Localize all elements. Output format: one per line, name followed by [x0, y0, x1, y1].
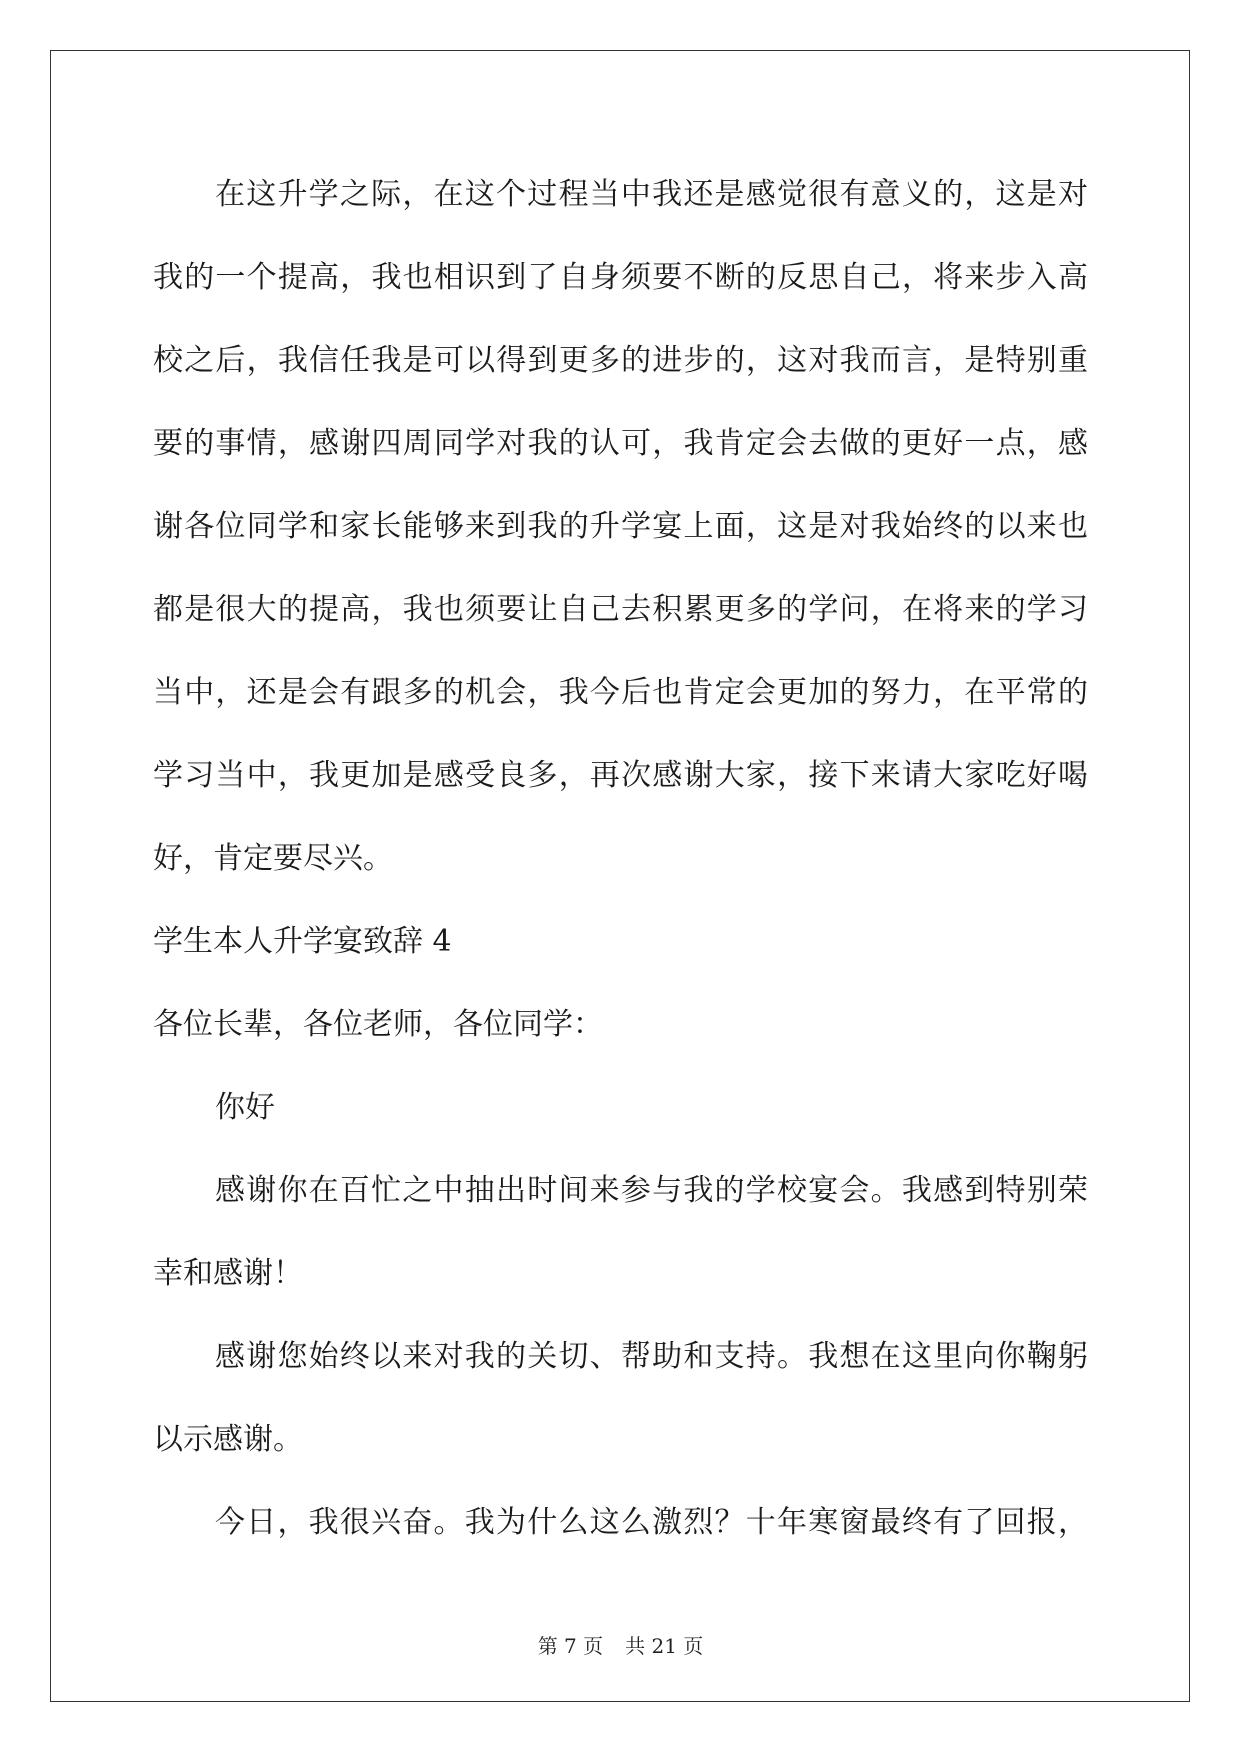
text-line: 谢各位同学和家长能够来到我的升学宴上面，这是对我始终的以来也	[153, 509, 1088, 544]
text-line: 学习当中，我更加是感受良多，再次感谢大家，接下来请大家吃好喝	[153, 758, 1088, 793]
text-line: 你好	[215, 1090, 275, 1125]
text-line: 在这升学之际，在这个过程当中我还是感觉很有意义的，这是对	[215, 177, 1088, 212]
text-line: 当中，还是会有跟多的机会，我今后也肯定会更加的努力，在平常的	[153, 675, 1088, 710]
text-line: 今日，我很兴奋。我为什么这么激烈？十年寒窗最终有了回报，	[215, 1505, 1088, 1540]
page-total: 共 21 页	[625, 1634, 704, 1658]
text-line: 都是很大的提高，我也须要让自己去积累更多的学问，在将来的学习	[153, 592, 1088, 627]
text-line: 感谢你在百忙之中抽出时间来参与我的学校宴会。我感到特别荣	[215, 1173, 1088, 1208]
text-line: 各位长辈，各位老师，各位同学：	[153, 1007, 603, 1042]
text-line: 幸和感谢！	[153, 1256, 303, 1291]
text-line: 我的一个提高，我也相识到了自身须要不断的反思自己，将来步入高	[153, 260, 1088, 295]
page-number: 第 7 页	[537, 1634, 604, 1658]
text-line: 感谢您始终以来对我的关切、帮助和支持。我想在这里向你鞠躬	[215, 1339, 1088, 1374]
document-body	[153, 153, 1088, 1564]
text-line: 好，肯定要尽兴。	[153, 841, 393, 876]
text-line: 校之后，我信任我是可以得到更多的进步的，这对我而言，是特别重	[153, 343, 1088, 378]
page-footer	[0, 1630, 1241, 1659]
text-line: 要的事情，感谢四周同学对我的认可，我肯定会去做的更好一点，感	[153, 426, 1088, 461]
text-line: 以示感谢。	[153, 1422, 303, 1457]
section-heading: 学生本人升学宴致辞 4	[153, 924, 452, 959]
